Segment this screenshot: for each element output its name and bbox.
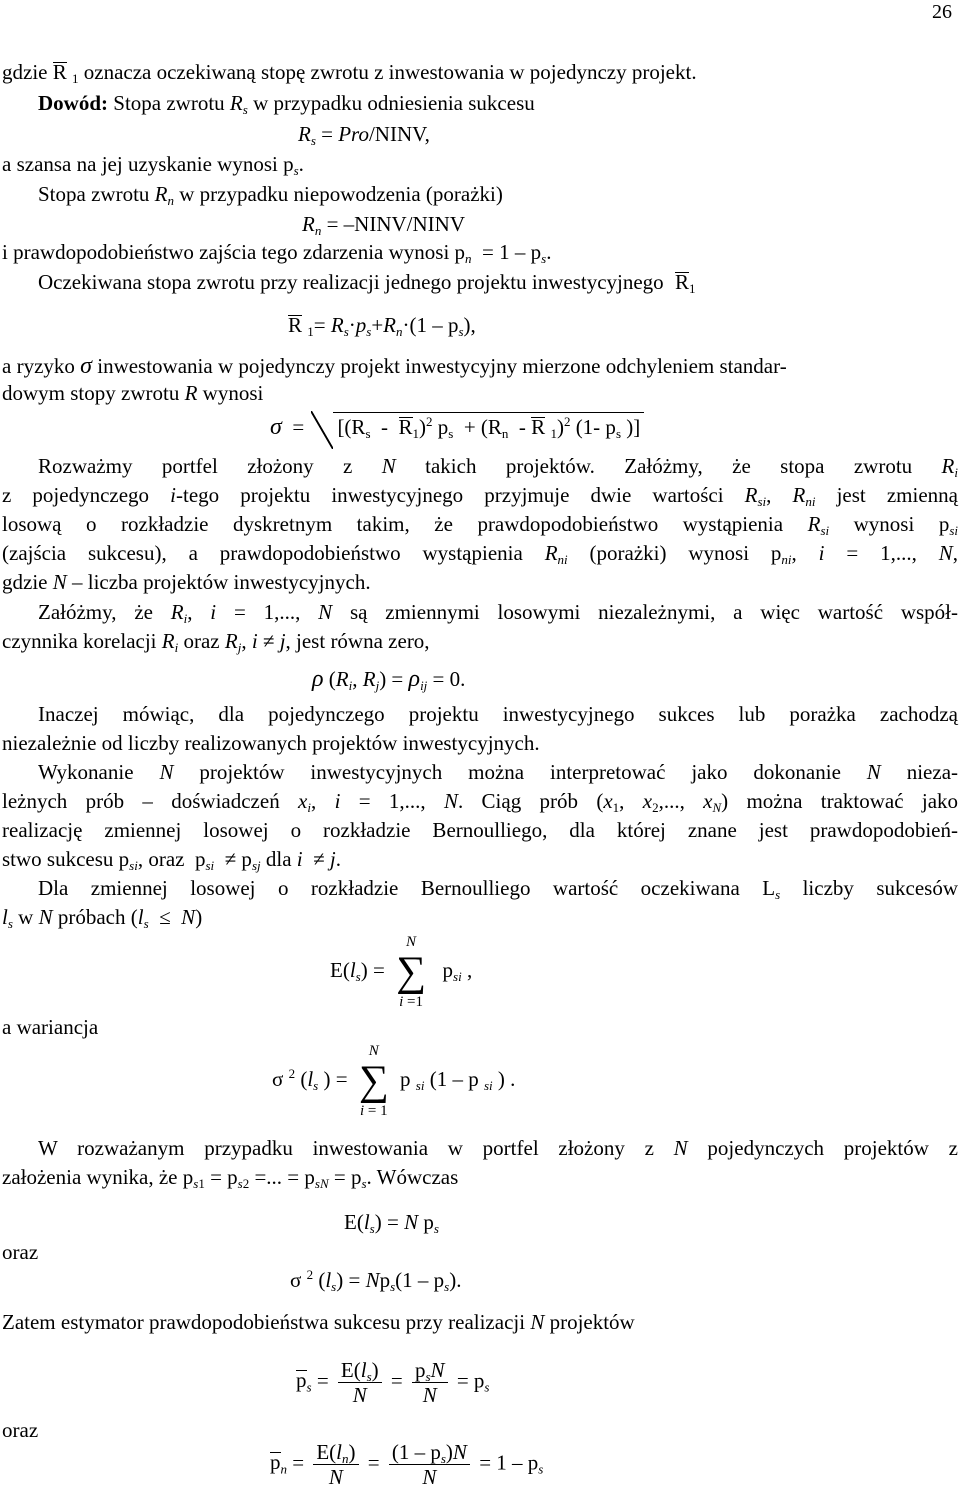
text-line-4: a szansa na jej uzyskanie wynosi $p_s$.	[2, 152, 304, 178]
proof-line: Dowód: Stopa zwrotu $R_s$ w przypadku odniesienia sukcesu	[38, 91, 535, 117]
equation-estimator-failure: $p_n$ = $\frac{E(l_n)}{N}$ = $\frac{(1 - p_s)N}{N}$ = $1 - p_s$	[270, 1440, 544, 1490]
text-line-5: Stopa zwrotu $R_n$ w przypadku niepowodzenia (porażki)	[38, 182, 503, 208]
text-oraz-2: oraz	[2, 1418, 39, 1442]
equation-rs: $R_s$ = Pro/NINV,	[298, 122, 430, 148]
equation-sigma: $\sigma = [(R_s - R_1)^2$ $p_s + (R_n - R$ $_1$)$^2$ (1- $p_s$ )]	[270, 412, 644, 442]
equation-variance-sum: σ $^2$ ($l_s$ ) = N ∑ i = 1 p $_{si}$ (1 – p $_{si}$ ) .	[272, 1043, 516, 1119]
page-number: 26	[932, 1, 952, 23]
equation-estimator-success: $p_s$ = $\frac{E(l_s)}{N}$ = $\frac{p_sN}{N}$ = $p_s$	[296, 1358, 490, 1408]
paragraph-expected-successes: Dla zmiennej losowej o rozkładzie Bernoulliego wartość oczekiwana $L_s$ liczby sukcesów $l_s$ w N próbach $(l_s \le N)$	[2, 876, 958, 931]
equation-correlation: ρ ($R_i$, $R_j) = \rho_{ij} = 0$.	[312, 666, 466, 693]
equation-rn: $R_n$ = –NINV/NINV	[302, 212, 465, 238]
equation-variance-simple: σ $^2$ $(l_s) = Np_s(1 - p_s)$.	[290, 1267, 462, 1294]
text-line-8: Oczekiwana stopa zwrotu przy realizacji jednego projektu inwestycyjnego $R_1$	[38, 270, 696, 296]
text-oraz-1: oraz	[2, 1240, 39, 1264]
proof-label: Dowód:	[38, 91, 109, 115]
paragraph-otherwise: Inaczej mówiąc, dla pojedynczego projektu inwestycyjnego sukces lub porażka zachodzą niezależnie od liczby realizowanych projektów inwestycyjnych.	[2, 702, 958, 755]
text-line-7: i prawdopodobieństwo zajścia tego zdarzenia wynosi $p_n = 1 - p_s$.	[2, 240, 552, 266]
text-estimator-intro: Zatem estymator prawdopodobieństwa sukcesu przy realizacji N projektów	[2, 1310, 635, 1334]
paragraph-portfolio: Rozważmy portfel złożony z N takich projektów. Załóżmy, że stopa zwrotu $R_i$ z pojedynczego i-tego projektu inwestycyjnego przyjmuje dwie wartości $R_{si}$, $R_{ni}$ jest zmienną losową o rozkładzie dyskretnym takim, że prawdopodobieństwo wystąpienia $R_{si}$ wynosi $p_{si}$ (zajścia sukcesu), a prawdopodobieństwo wystąpienia $R_{ni}$ (porażki) wynosi $p_{ni}$, i = 1,..., N, gdzie N – liczba projektów inwestycyjnych.	[2, 454, 959, 594]
paragraph-independence: Załóżmy, że $R_i$, i = 1,..., N są zmiennymi losowymi niezależnymi, a więc wartość współ- czynnika korelacji $R_i$ oraz $R_j$, i ≠ j, jest równa zero,	[2, 600, 959, 655]
equation-expectation-simple: $E(l_s) = N$ $p_s$	[344, 1210, 439, 1236]
paragraph-bernoulli-trials: Wykonanie N projektów inwestycyjnych można interpretować jako dokonanie N nieza- leżnych prób – doświadczeń $x_i$, i = 1,..., N. Ciąg prób ($x_1$, $x_2$,..., $x_N$) można traktować jako realizację zmiennej losowej o rozkładzie Bernoulliego, dla której znane jest prawdopodobień- stwo sukcesu $p_{si}$, oraz $p_{si} \ne p_{sj}$ dla i ≠ j.	[2, 760, 959, 873]
equation-expectation-sum: $E(l_s)$ = N ∑ i =1 $p_{si}$ ,	[330, 934, 473, 1010]
text-line-1: gdzie R $_1$ oznacza oczekiwaną stopę zwrotu z inwestowania w pojedynczy projekt.	[2, 60, 697, 86]
equation-expected-return: R $_1= R_s\cdot p_s+R_n\cdot(1 - p_s)$,	[288, 313, 476, 339]
text-line-9: a ryzyko σ inwestowania w pojedynczy projekt inwestycyjny mierzone odchyleniem standar-	[2, 353, 787, 379]
text-variance-label: a wariancja	[2, 1015, 99, 1039]
text-line-10: dowym stopy zwrotu R wynosi	[2, 381, 264, 405]
paragraph-portfolio-case: W rozważanym przypadku inwestowania w portfel złożony z N pojedynczych projektów z założenia wynika, że $p_{s1} = p_{s2}$ =... = $p_{sN} = p_s$. Wówczas	[2, 1136, 958, 1191]
